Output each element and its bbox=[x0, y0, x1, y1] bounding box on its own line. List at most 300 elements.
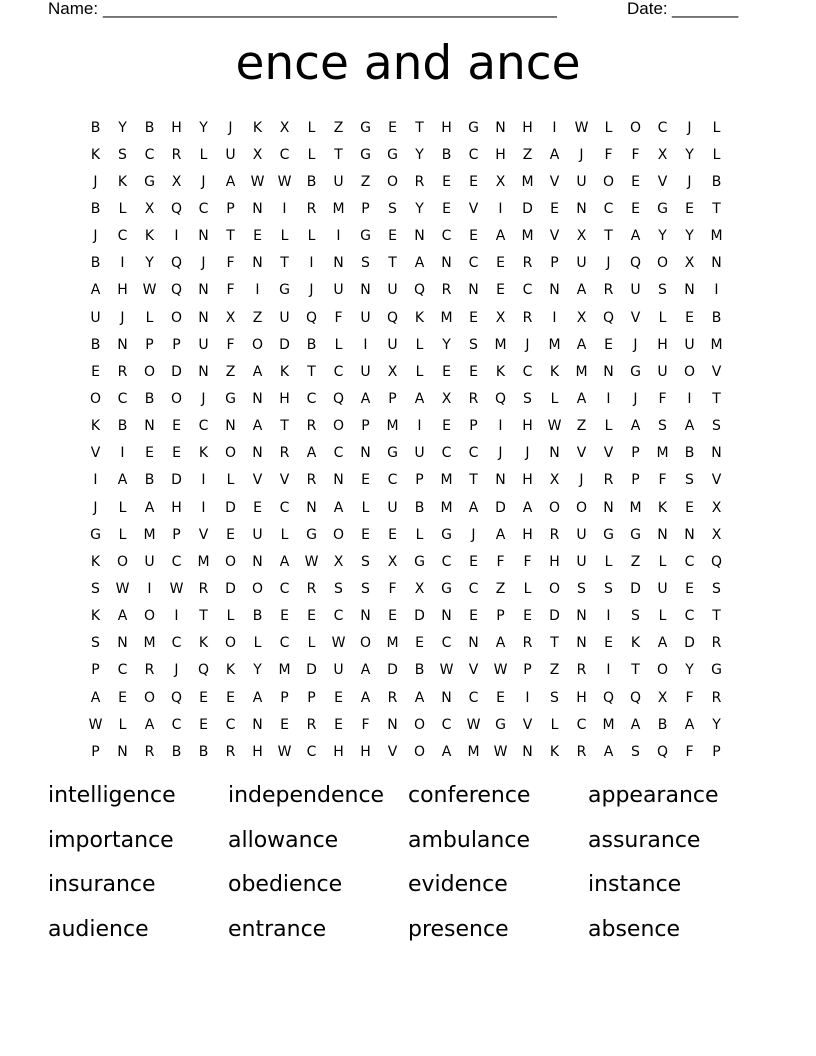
grid-cell[interactable]: G bbox=[387, 445, 398, 462]
grid-cell[interactable]: X bbox=[252, 146, 263, 163]
grid-cell[interactable]: P bbox=[172, 526, 181, 543]
grid-cell[interactable]: U bbox=[225, 146, 236, 163]
grid-cell[interactable]: F bbox=[604, 146, 613, 163]
grid-cell[interactable]: W bbox=[277, 173, 292, 190]
grid-cell[interactable]: M bbox=[440, 472, 453, 489]
grid-cell[interactable]: S bbox=[388, 200, 397, 217]
grid-cell[interactable]: I bbox=[201, 499, 206, 516]
grid-cell[interactable]: N bbox=[117, 743, 128, 760]
grid-cell[interactable]: R bbox=[306, 580, 317, 597]
grid-cell[interactable]: O bbox=[548, 580, 561, 597]
grid-cell[interactable]: C bbox=[441, 553, 452, 570]
grid-cell[interactable]: O bbox=[359, 635, 372, 652]
grid-cell[interactable]: O bbox=[224, 445, 237, 462]
grid-cell[interactable]: G bbox=[441, 526, 452, 543]
grid-cell[interactable]: Y bbox=[118, 119, 127, 136]
grid-cell[interactable]: F bbox=[631, 146, 640, 163]
grid-cell[interactable]: I bbox=[498, 200, 503, 217]
grid-cell[interactable]: S bbox=[91, 635, 100, 652]
grid-cell[interactable]: S bbox=[334, 580, 343, 597]
grid-cell[interactable]: L bbox=[226, 608, 235, 625]
grid-cell[interactable]: X bbox=[711, 499, 722, 516]
grid-cell[interactable]: J bbox=[471, 526, 476, 543]
grid-cell[interactable]: M bbox=[386, 635, 399, 652]
grid-cell[interactable]: F bbox=[226, 282, 235, 299]
grid-cell[interactable]: T bbox=[199, 608, 208, 625]
grid-cell[interactable]: C bbox=[171, 553, 182, 570]
grid-cell[interactable]: N bbox=[684, 526, 695, 543]
grid-cell[interactable]: M bbox=[143, 635, 156, 652]
grid-cell[interactable]: J bbox=[309, 282, 314, 299]
grid-cell[interactable]: G bbox=[225, 390, 236, 407]
grid-cell[interactable]: C bbox=[441, 635, 452, 652]
grid-cell[interactable]: S bbox=[631, 608, 640, 625]
grid-cell[interactable]: Q bbox=[170, 689, 183, 706]
grid-cell[interactable]: U bbox=[333, 662, 344, 679]
grid-cell[interactable]: B bbox=[144, 119, 155, 136]
grid-cell[interactable]: W bbox=[439, 662, 454, 679]
grid-cell[interactable]: H bbox=[522, 119, 533, 136]
grid-cell[interactable]: N bbox=[333, 472, 344, 489]
grid-cell[interactable]: G bbox=[360, 146, 371, 163]
grid-cell[interactable]: E bbox=[280, 608, 289, 625]
grid-cell[interactable]: B bbox=[144, 472, 155, 489]
grid-cell[interactable]: M bbox=[710, 336, 723, 353]
grid-cell[interactable]: Q bbox=[602, 309, 615, 326]
grid-cell[interactable]: W bbox=[331, 635, 346, 652]
grid-cell[interactable]: A bbox=[522, 499, 533, 516]
grid-cell[interactable]: L bbox=[118, 526, 127, 543]
grid-cell[interactable]: D bbox=[387, 662, 398, 679]
grid-cell[interactable]: P bbox=[712, 743, 721, 760]
grid-cell[interactable]: A bbox=[657, 635, 668, 652]
grid-cell[interactable]: B bbox=[306, 336, 317, 353]
grid-cell[interactable]: A bbox=[630, 418, 641, 435]
grid-cell[interactable]: D bbox=[522, 200, 533, 217]
grid-cell[interactable]: J bbox=[201, 255, 206, 272]
grid-cell[interactable]: E bbox=[442, 418, 451, 435]
grid-cell[interactable]: N bbox=[495, 119, 506, 136]
grid-cell[interactable]: P bbox=[226, 200, 235, 217]
grid-cell[interactable]: W bbox=[277, 743, 292, 760]
grid-cell[interactable]: I bbox=[255, 282, 260, 299]
grid-cell[interactable]: X bbox=[576, 228, 587, 245]
grid-cell[interactable]: X bbox=[225, 309, 236, 326]
grid-cell[interactable]: C bbox=[441, 228, 452, 245]
grid-cell[interactable]: M bbox=[278, 662, 291, 679]
grid-cell[interactable]: B bbox=[198, 743, 209, 760]
grid-cell[interactable]: C bbox=[387, 472, 398, 489]
grid-cell[interactable]: K bbox=[90, 418, 101, 435]
grid-cell[interactable]: J bbox=[525, 445, 530, 462]
grid-cell[interactable]: P bbox=[172, 336, 181, 353]
grid-cell[interactable]: N bbox=[387, 716, 398, 733]
grid-cell[interactable]: T bbox=[604, 228, 613, 245]
grid-cell[interactable]: P bbox=[523, 662, 532, 679]
grid-cell[interactable]: W bbox=[115, 580, 130, 597]
grid-cell[interactable]: V bbox=[549, 173, 560, 190]
grid-cell[interactable]: A bbox=[576, 282, 587, 299]
grid-cell[interactable]: A bbox=[495, 635, 506, 652]
grid-cell[interactable]: K bbox=[252, 119, 263, 136]
grid-cell[interactable]: Z bbox=[522, 146, 533, 163]
grid-cell[interactable]: K bbox=[117, 173, 128, 190]
grid-cell[interactable]: I bbox=[120, 445, 125, 462]
grid-cell[interactable]: M bbox=[467, 743, 480, 760]
grid-cell[interactable]: R bbox=[522, 255, 533, 272]
grid-cell[interactable]: N bbox=[414, 228, 425, 245]
grid-cell[interactable]: S bbox=[91, 580, 100, 597]
grid-cell[interactable]: E bbox=[145, 445, 154, 462]
grid-cell[interactable]: X bbox=[495, 309, 506, 326]
grid-cell[interactable]: W bbox=[142, 282, 157, 299]
grid-cell[interactable]: C bbox=[468, 580, 479, 597]
grid-cell[interactable]: J bbox=[525, 336, 530, 353]
grid-cell[interactable]: U bbox=[90, 309, 101, 326]
grid-cell[interactable]: T bbox=[280, 255, 289, 272]
grid-cell[interactable]: S bbox=[469, 336, 478, 353]
grid-cell[interactable]: T bbox=[334, 146, 343, 163]
grid-cell[interactable]: A bbox=[360, 662, 371, 679]
grid-cell[interactable]: I bbox=[309, 255, 314, 272]
grid-cell[interactable]: F bbox=[334, 309, 343, 326]
grid-cell[interactable]: I bbox=[93, 472, 98, 489]
grid-cell[interactable]: G bbox=[603, 526, 614, 543]
grid-cell[interactable]: E bbox=[550, 200, 559, 217]
grid-cell[interactable]: D bbox=[279, 336, 290, 353]
grid-cell[interactable]: M bbox=[440, 499, 453, 516]
grid-cell[interactable]: P bbox=[91, 662, 100, 679]
grid-cell[interactable]: X bbox=[387, 553, 398, 570]
grid-cell[interactable]: I bbox=[714, 282, 719, 299]
grid-cell[interactable]: G bbox=[306, 526, 317, 543]
grid-cell[interactable]: D bbox=[495, 499, 506, 516]
name-field[interactable]: ________________________________________________ bbox=[103, 0, 557, 18]
grid-cell[interactable]: E bbox=[469, 608, 478, 625]
grid-cell[interactable]: A bbox=[630, 228, 641, 245]
grid-cell[interactable]: Y bbox=[415, 200, 424, 217]
grid-cell[interactable]: X bbox=[495, 173, 506, 190]
grid-cell[interactable]: I bbox=[552, 119, 557, 136]
grid-cell[interactable]: N bbox=[603, 363, 614, 380]
grid-cell[interactable]: N bbox=[117, 336, 128, 353]
grid-cell[interactable]: V bbox=[657, 173, 668, 190]
grid-cell[interactable]: O bbox=[224, 553, 237, 570]
grid-cell[interactable]: N bbox=[252, 716, 263, 733]
grid-cell[interactable]: S bbox=[361, 255, 370, 272]
grid-cell[interactable]: E bbox=[631, 200, 640, 217]
grid-cell[interactable]: L bbox=[307, 635, 316, 652]
grid-cell[interactable]: O bbox=[683, 363, 696, 380]
grid-cell[interactable]: E bbox=[604, 336, 613, 353]
grid-cell[interactable]: F bbox=[388, 580, 397, 597]
grid-cell[interactable]: B bbox=[90, 200, 101, 217]
grid-cell[interactable]: E bbox=[685, 309, 694, 326]
grid-cell[interactable]: L bbox=[307, 228, 316, 245]
grid-cell[interactable]: H bbox=[279, 390, 290, 407]
grid-cell[interactable]: G bbox=[711, 662, 722, 679]
grid-cell[interactable]: E bbox=[469, 228, 478, 245]
grid-cell[interactable]: J bbox=[174, 662, 179, 679]
grid-cell[interactable]: G bbox=[468, 119, 479, 136]
grid-cell[interactable]: L bbox=[118, 716, 127, 733]
grid-cell[interactable]: J bbox=[120, 309, 125, 326]
grid-cell[interactable]: Q bbox=[197, 662, 210, 679]
grid-cell[interactable]: O bbox=[656, 662, 669, 679]
grid-cell[interactable]: Q bbox=[629, 255, 642, 272]
grid-cell[interactable]: U bbox=[657, 363, 668, 380]
grid-cell[interactable]: L bbox=[604, 119, 613, 136]
grid-cell[interactable]: C bbox=[684, 553, 695, 570]
grid-cell[interactable]: U bbox=[144, 553, 155, 570]
grid-cell[interactable]: G bbox=[657, 200, 668, 217]
grid-cell[interactable]: E bbox=[388, 228, 397, 245]
grid-cell[interactable]: P bbox=[631, 445, 640, 462]
grid-cell[interactable]: R bbox=[306, 472, 317, 489]
grid-cell[interactable]: J bbox=[228, 119, 233, 136]
grid-cell[interactable]: E bbox=[172, 418, 181, 435]
grid-cell[interactable]: E bbox=[199, 716, 208, 733]
grid-cell[interactable]: O bbox=[575, 499, 588, 516]
grid-cell[interactable]: R bbox=[279, 445, 290, 462]
grid-cell[interactable]: N bbox=[225, 418, 236, 435]
grid-cell[interactable]: X bbox=[657, 146, 668, 163]
grid-cell[interactable]: I bbox=[336, 228, 341, 245]
grid-cell[interactable]: L bbox=[658, 553, 667, 570]
grid-cell[interactable]: E bbox=[253, 228, 262, 245]
grid-cell[interactable]: A bbox=[414, 689, 425, 706]
grid-cell[interactable]: R bbox=[711, 635, 722, 652]
grid-cell[interactable]: C bbox=[171, 635, 182, 652]
grid-cell[interactable]: B bbox=[90, 336, 101, 353]
grid-cell[interactable]: N bbox=[549, 282, 560, 299]
grid-cell[interactable]: K bbox=[144, 228, 155, 245]
grid-cell[interactable]: A bbox=[414, 255, 425, 272]
grid-cell[interactable]: U bbox=[333, 282, 344, 299]
grid-cell[interactable]: J bbox=[93, 228, 98, 245]
grid-cell[interactable]: W bbox=[547, 418, 562, 435]
grid-cell[interactable]: Q bbox=[629, 689, 642, 706]
grid-cell[interactable]: E bbox=[469, 309, 478, 326]
grid-cell[interactable]: Q bbox=[656, 743, 669, 760]
grid-cell[interactable]: J bbox=[201, 390, 206, 407]
grid-cell[interactable]: M bbox=[332, 200, 345, 217]
grid-cell[interactable]: X bbox=[144, 200, 155, 217]
grid-cell[interactable]: N bbox=[468, 282, 479, 299]
grid-cell[interactable]: A bbox=[252, 363, 263, 380]
grid-cell[interactable]: T bbox=[280, 418, 289, 435]
grid-cell[interactable]: P bbox=[496, 608, 505, 625]
grid-cell[interactable]: B bbox=[90, 119, 101, 136]
grid-cell[interactable]: R bbox=[576, 662, 587, 679]
grid-cell[interactable]: R bbox=[468, 390, 479, 407]
grid-cell[interactable]: E bbox=[469, 173, 478, 190]
grid-cell[interactable]: M bbox=[386, 418, 399, 435]
grid-cell[interactable]: A bbox=[144, 499, 155, 516]
grid-cell[interactable]: P bbox=[631, 472, 640, 489]
grid-cell[interactable]: N bbox=[252, 445, 263, 462]
grid-cell[interactable]: N bbox=[198, 282, 209, 299]
grid-cell[interactable]: N bbox=[711, 445, 722, 462]
grid-cell[interactable]: I bbox=[282, 200, 287, 217]
grid-cell[interactable]: U bbox=[252, 526, 263, 543]
grid-cell[interactable]: L bbox=[118, 499, 127, 516]
grid-cell[interactable]: K bbox=[549, 743, 560, 760]
grid-cell[interactable]: G bbox=[90, 526, 101, 543]
grid-cell[interactable]: U bbox=[198, 336, 209, 353]
grid-cell[interactable]: O bbox=[656, 255, 669, 272]
grid-cell[interactable]: R bbox=[144, 662, 155, 679]
grid-cell[interactable]: Q bbox=[170, 255, 183, 272]
grid-cell[interactable]: Z bbox=[576, 418, 587, 435]
grid-cell[interactable]: E bbox=[415, 635, 424, 652]
grid-cell[interactable]: U bbox=[387, 499, 398, 516]
grid-cell[interactable]: C bbox=[279, 635, 290, 652]
grid-cell[interactable]: N bbox=[333, 255, 344, 272]
grid-cell[interactable]: P bbox=[550, 255, 559, 272]
grid-cell[interactable]: G bbox=[414, 553, 425, 570]
grid-cell[interactable]: A bbox=[684, 418, 695, 435]
grid-cell[interactable]: C bbox=[468, 146, 479, 163]
grid-cell[interactable]: F bbox=[226, 336, 235, 353]
grid-cell[interactable]: M bbox=[494, 336, 507, 353]
grid-cell[interactable]: L bbox=[604, 553, 613, 570]
grid-cell[interactable]: D bbox=[225, 499, 236, 516]
grid-cell[interactable]: K bbox=[198, 445, 209, 462]
grid-cell[interactable]: Q bbox=[710, 553, 723, 570]
grid-cell[interactable]: U bbox=[387, 282, 398, 299]
grid-cell[interactable]: S bbox=[361, 580, 370, 597]
grid-cell[interactable]: R bbox=[549, 526, 560, 543]
grid-cell[interactable]: V bbox=[387, 743, 398, 760]
grid-cell[interactable]: C bbox=[468, 689, 479, 706]
grid-cell[interactable]: M bbox=[521, 228, 534, 245]
grid-cell[interactable]: D bbox=[225, 580, 236, 597]
grid-cell[interactable]: G bbox=[360, 119, 371, 136]
grid-cell[interactable]: U bbox=[576, 173, 587, 190]
grid-cell[interactable]: H bbox=[171, 499, 182, 516]
grid-cell[interactable]: D bbox=[414, 608, 425, 625]
grid-cell[interactable]: F bbox=[685, 743, 694, 760]
grid-cell[interactable]: I bbox=[525, 689, 530, 706]
grid-cell[interactable]: A bbox=[144, 716, 155, 733]
grid-cell[interactable]: U bbox=[576, 255, 587, 272]
grid-cell[interactable]: Y bbox=[685, 228, 694, 245]
grid-cell[interactable]: X bbox=[414, 580, 425, 597]
grid-cell[interactable]: S bbox=[658, 282, 667, 299]
grid-cell[interactable]: E bbox=[496, 282, 505, 299]
grid-cell[interactable]: S bbox=[523, 390, 532, 407]
grid-cell[interactable]: Y bbox=[253, 662, 262, 679]
grid-cell[interactable]: J bbox=[201, 173, 206, 190]
grid-cell[interactable]: I bbox=[147, 580, 152, 597]
grid-cell[interactable]: N bbox=[252, 200, 263, 217]
grid-cell[interactable]: A bbox=[117, 472, 128, 489]
grid-cell[interactable]: E bbox=[118, 689, 127, 706]
grid-cell[interactable]: A bbox=[441, 743, 452, 760]
grid-cell[interactable]: H bbox=[549, 553, 560, 570]
grid-cell[interactable]: N bbox=[360, 282, 371, 299]
grid-cell[interactable]: S bbox=[658, 418, 667, 435]
grid-cell[interactable]: C bbox=[171, 716, 182, 733]
grid-cell[interactable]: R bbox=[144, 743, 155, 760]
grid-cell[interactable]: V bbox=[279, 472, 290, 489]
grid-cell[interactable]: C bbox=[468, 445, 479, 462]
grid-cell[interactable]: N bbox=[576, 200, 587, 217]
grid-cell[interactable]: S bbox=[361, 553, 370, 570]
grid-cell[interactable]: G bbox=[441, 580, 452, 597]
grid-cell[interactable]: A bbox=[495, 526, 506, 543]
grid-cell[interactable]: Q bbox=[170, 200, 183, 217]
grid-cell[interactable]: E bbox=[226, 689, 235, 706]
grid-cell[interactable]: Y bbox=[712, 716, 721, 733]
grid-cell[interactable]: B bbox=[684, 445, 695, 462]
grid-cell[interactable]: C bbox=[198, 418, 209, 435]
grid-cell[interactable]: S bbox=[604, 580, 613, 597]
grid-cell[interactable]: A bbox=[90, 282, 101, 299]
grid-cell[interactable]: E bbox=[631, 173, 640, 190]
grid-cell[interactable]: Y bbox=[442, 336, 451, 353]
grid-cell[interactable]: R bbox=[225, 743, 236, 760]
grid-cell[interactable]: O bbox=[116, 553, 129, 570]
grid-cell[interactable]: W bbox=[169, 580, 184, 597]
grid-cell[interactable]: U bbox=[684, 336, 695, 353]
grid-cell[interactable]: N bbox=[495, 472, 506, 489]
grid-cell[interactable]: A bbox=[630, 716, 641, 733]
grid-cell[interactable]: E bbox=[199, 689, 208, 706]
grid-cell[interactable]: E bbox=[388, 119, 397, 136]
grid-cell[interactable]: K bbox=[90, 146, 101, 163]
grid-cell[interactable]: B bbox=[117, 418, 128, 435]
grid-cell[interactable]: K bbox=[279, 363, 290, 380]
grid-cell[interactable]: I bbox=[552, 309, 557, 326]
grid-cell[interactable]: X bbox=[279, 119, 290, 136]
grid-cell[interactable]: R bbox=[711, 689, 722, 706]
grid-cell[interactable]: D bbox=[171, 472, 182, 489]
grid-cell[interactable]: U bbox=[576, 526, 587, 543]
grid-cell[interactable]: A bbox=[576, 336, 587, 353]
grid-cell[interactable]: F bbox=[685, 689, 694, 706]
grid-cell[interactable]: A bbox=[468, 499, 479, 516]
grid-cell[interactable]: C bbox=[225, 716, 236, 733]
grid-cell[interactable]: H bbox=[495, 146, 506, 163]
grid-cell[interactable]: L bbox=[550, 390, 559, 407]
grid-cell[interactable]: J bbox=[687, 119, 692, 136]
grid-cell[interactable]: T bbox=[226, 228, 235, 245]
grid-cell[interactable]: T bbox=[712, 200, 721, 217]
grid-cell[interactable]: M bbox=[710, 228, 723, 245]
grid-cell[interactable]: S bbox=[577, 580, 586, 597]
grid-cell[interactable]: C bbox=[117, 390, 128, 407]
grid-cell[interactable]: O bbox=[413, 716, 426, 733]
grid-cell[interactable]: F bbox=[658, 472, 667, 489]
grid-cell[interactable]: X bbox=[576, 309, 587, 326]
grid-cell[interactable]: F bbox=[658, 390, 667, 407]
grid-cell[interactable]: X bbox=[171, 173, 182, 190]
grid-cell[interactable]: E bbox=[361, 526, 370, 543]
grid-cell[interactable]: N bbox=[441, 255, 452, 272]
grid-cell[interactable]: J bbox=[498, 445, 503, 462]
grid-cell[interactable]: L bbox=[415, 363, 424, 380]
grid-cell[interactable]: X bbox=[549, 472, 560, 489]
grid-cell[interactable]: A bbox=[603, 743, 614, 760]
grid-cell[interactable]: R bbox=[576, 743, 587, 760]
grid-cell[interactable]: J bbox=[93, 173, 98, 190]
grid-cell[interactable]: V bbox=[549, 228, 560, 245]
grid-cell[interactable]: E bbox=[469, 363, 478, 380]
grid-cell[interactable]: Z bbox=[252, 309, 263, 326]
grid-cell[interactable]: B bbox=[414, 499, 425, 516]
